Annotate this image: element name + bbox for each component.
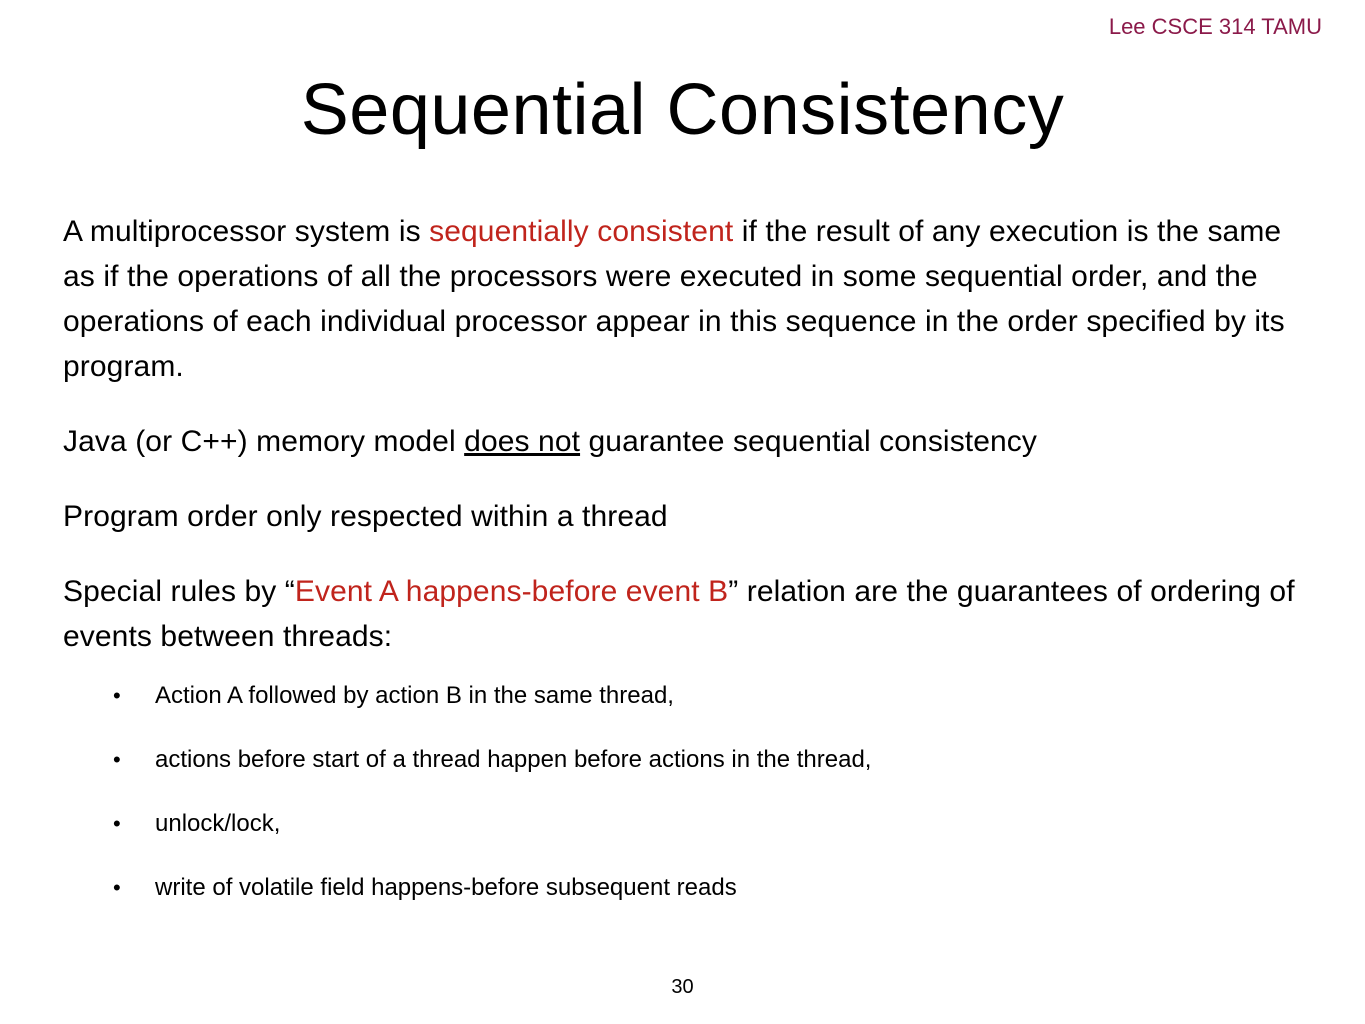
page-number: 30: [671, 976, 694, 998]
bullet-icon: •: [113, 683, 121, 708]
bullet-text: unlock/lock,: [155, 810, 281, 837]
slide-content: [63, 209, 1313, 937]
bullet-text: Action A followed by action B in the same thread,: [155, 682, 674, 709]
special-rules-text-start: Special rules by “: [63, 575, 295, 608]
definition-highlight: sequentially consistent: [429, 215, 734, 248]
bullet-icon: •: [113, 875, 121, 900]
java-model-underlined: does not: [464, 425, 581, 458]
definition-text-start: A multiprocessor system is: [63, 215, 430, 248]
java-model-text-start: Java (or C++) memory model: [63, 425, 465, 458]
java-model-paragraph: [63, 419, 1313, 464]
bullet-text: actions before start of a thread happen before actions in the thread,: [155, 746, 872, 773]
bullet-item: [113, 681, 1313, 711]
ordering-bullet-list: [63, 681, 1313, 903]
special-rules-text-end: ” relation are the guarantees of ordering of events between threads:: [63, 575, 1295, 653]
special-rules-highlight: Event A happens-before event B: [294, 575, 729, 608]
bullet-icon: •: [113, 747, 121, 772]
program-order-paragraph: Program order only respected within a thread: [63, 500, 668, 533]
bullet-item: [113, 809, 1313, 839]
slide-title: Sequential Consistency: [300, 70, 1065, 150]
bullet-text: write of volatile field happens-before subsequent reads: [155, 874, 737, 901]
definition-text-end: if the result of any execution is the same as if the operations of all the processors were executed in some sequential order, and the operations of each individual processor appear in this sequence in the order specified by its program.: [63, 215, 1285, 383]
course-tag: Lee CSCE 314 TAMU: [1108, 14, 1322, 39]
bullet-icon: •: [113, 811, 121, 836]
special-rules-paragraph: [63, 569, 1313, 659]
bullet-item: [113, 873, 1313, 903]
java-model-text-end: guarantee sequential consistency: [580, 425, 1037, 458]
bullet-item: [113, 745, 1313, 775]
definition-paragraph: [63, 209, 1313, 389]
